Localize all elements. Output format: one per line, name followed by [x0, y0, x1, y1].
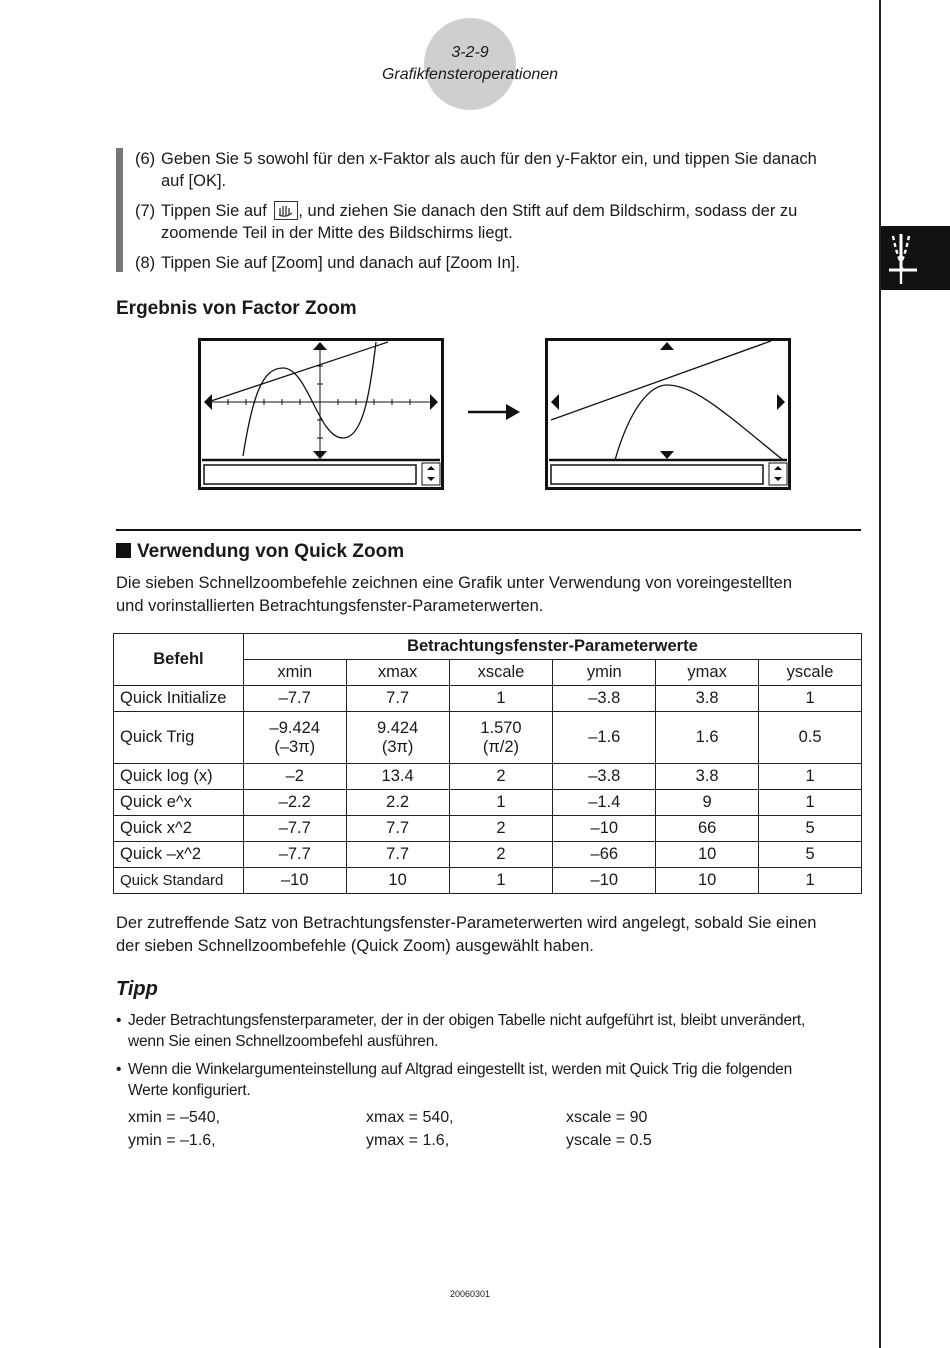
step-6: (6) Geben Sie 5 sowohl für den x-Faktor als auch für den y-Faktor ein, und tippen Sie danach auf [OK].	[135, 150, 817, 190]
table-row	[114, 712, 862, 764]
cell-value: –1.6	[553, 712, 656, 764]
cell-value: 5	[759, 816, 862, 842]
section-square-icon	[116, 543, 131, 558]
tipp-heading: Tipp	[116, 978, 158, 1000]
row-command: Quick log (x)	[114, 764, 244, 790]
cell-value: 2	[449, 842, 553, 868]
bullet-icon: •	[116, 1061, 122, 1078]
section-title: Grafikfensteroperationen	[381, 66, 559, 83]
cell-value: –2	[243, 764, 346, 790]
cell-value: 0.5	[759, 712, 862, 764]
header-circle	[424, 18, 516, 110]
cell-value: 10	[346, 868, 449, 894]
value-xmax: xmax = 540,	[366, 1109, 454, 1126]
cell-value: 7.7	[346, 842, 449, 868]
tipp-bullet: • Wenn die Winkelargumenteinstellung auf Altgrad eingestellt ist, werden mit Quick Trig die folgenden Werte konfiguriert.	[116, 1061, 793, 1099]
bullet-icon: •	[116, 1012, 122, 1029]
row-command: Quick Trig	[114, 712, 244, 764]
cell-value: 1	[449, 790, 553, 816]
row-command: Quick Initialize	[114, 686, 244, 712]
cell-value: 1	[449, 686, 553, 712]
cell-value: –10	[553, 868, 656, 894]
cell-value: 9	[656, 790, 759, 816]
cell-value: 3.8	[656, 686, 759, 712]
tipp-bullet: • Jeder Betrachtungsfensterparameter, der in der obigen Tabelle nicht aufgeführt ist, bleibt unverändert, wenn Sie einen Schnellzoombefehl ausführen.	[116, 1012, 806, 1050]
cell-value: 1.6	[656, 712, 759, 764]
col-ymin: ymin	[553, 660, 656, 686]
cell-value: –3.8	[553, 764, 656, 790]
value-yscale: yscale = 0.5	[566, 1132, 652, 1149]
cell-value: 13.4	[346, 764, 449, 790]
row-command: Quick x^2	[114, 816, 244, 842]
value-xscale: xscale = 90	[566, 1109, 648, 1126]
table-row	[114, 842, 862, 868]
page-number: 3-2-9	[451, 44, 489, 61]
col-xscale: xscale	[449, 660, 553, 686]
table-row	[114, 686, 862, 712]
quick-zoom-intro: Die sieben Schnellzoombefehle zeichnen eine Grafik unter Verwendung von voreingestellten und vorinstallierten Betrachtungsfenster-Parameterwerten.	[116, 574, 793, 615]
cell-value: 1	[449, 868, 553, 894]
table-row	[114, 790, 862, 816]
col-ymax: ymax	[656, 660, 759, 686]
cell-value: –10	[553, 816, 656, 842]
cell-value: 1	[759, 764, 862, 790]
cell-value: 7.7	[346, 686, 449, 712]
col-xmin: xmin	[243, 660, 346, 686]
cell-value: –2.2	[243, 790, 346, 816]
col-xmax: xmax	[346, 660, 449, 686]
cell-value: 1.570 (π/2)	[449, 712, 553, 764]
cell-value: 1	[759, 868, 862, 894]
cell-value: 1	[759, 790, 862, 816]
page-edge-line	[879, 0, 881, 1348]
header-parameters: Betrachtungsfenster-Parameterwerte	[243, 634, 861, 660]
graph-screen-before	[198, 338, 444, 490]
graph-screen-after	[545, 338, 791, 490]
cell-value: 7.7	[346, 816, 449, 842]
row-command: Quick e^x	[114, 790, 244, 816]
cell-value: 66	[656, 816, 759, 842]
cell-value: –1.4	[553, 790, 656, 816]
cell-value: –9.424 (–3π)	[243, 712, 346, 764]
cell-value: –7.7	[243, 816, 346, 842]
cell-value: –10	[243, 868, 346, 894]
cell-value: 10	[656, 842, 759, 868]
step-marker-bar	[116, 148, 123, 272]
cell-value: 2	[449, 764, 553, 790]
footer-code: 20060301	[449, 1289, 491, 1299]
result-heading: Ergebnis von Factor Zoom	[116, 298, 357, 319]
quick-zoom-heading: Verwendung von Quick Zoom	[116, 541, 404, 563]
arrow-right-icon	[466, 402, 522, 422]
quick-zoom-note: Der zutreffende Satz von Betrachtungsfenster-Parameterwerten wird angelegt, sobald Sie einen der sieben Schnellzoombefehle (Quick Zoom) ausgewählt haben.	[116, 914, 817, 955]
header-command: Befehl	[114, 634, 244, 686]
table-row	[114, 816, 862, 842]
quick-zoom-table	[113, 633, 862, 894]
cell-value: 1	[759, 686, 862, 712]
cell-value: –7.7	[243, 686, 346, 712]
cell-value: –3.8	[553, 686, 656, 712]
cell-value: –7.7	[243, 842, 346, 868]
cell-value: –66	[553, 842, 656, 868]
step-8: (8) Tippen Sie auf [Zoom] und danach auf [Zoom In].	[135, 254, 520, 272]
value-ymax: ymax = 1.6,	[366, 1132, 450, 1149]
table-row	[114, 868, 862, 894]
cell-value: 3.8	[656, 764, 759, 790]
step-7: (7) Tippen Sie auf , und ziehen Sie danach den Stift auf dem Bildschirm, sodass der zu zoomende Teil in der Mitte des Bildschirms liegt.	[135, 202, 798, 242]
row-command: Quick –x^2	[114, 842, 244, 868]
col-yscale: yscale	[759, 660, 862, 686]
chapter-tab	[881, 226, 950, 290]
value-xmin: xmin = –540,	[128, 1109, 221, 1126]
cell-value: 2.2	[346, 790, 449, 816]
cell-value: 2	[449, 816, 553, 842]
cell-value: 10	[656, 868, 759, 894]
value-ymin: ymin = –1.6,	[128, 1132, 216, 1149]
table-row	[114, 764, 862, 790]
cell-value: 9.424 (3π)	[346, 712, 449, 764]
cell-value: 5	[759, 842, 862, 868]
pan-hand-icon	[274, 201, 298, 220]
section-divider	[116, 529, 861, 531]
graph-app-icon	[881, 226, 950, 290]
row-command: Quick Standard	[114, 868, 244, 894]
